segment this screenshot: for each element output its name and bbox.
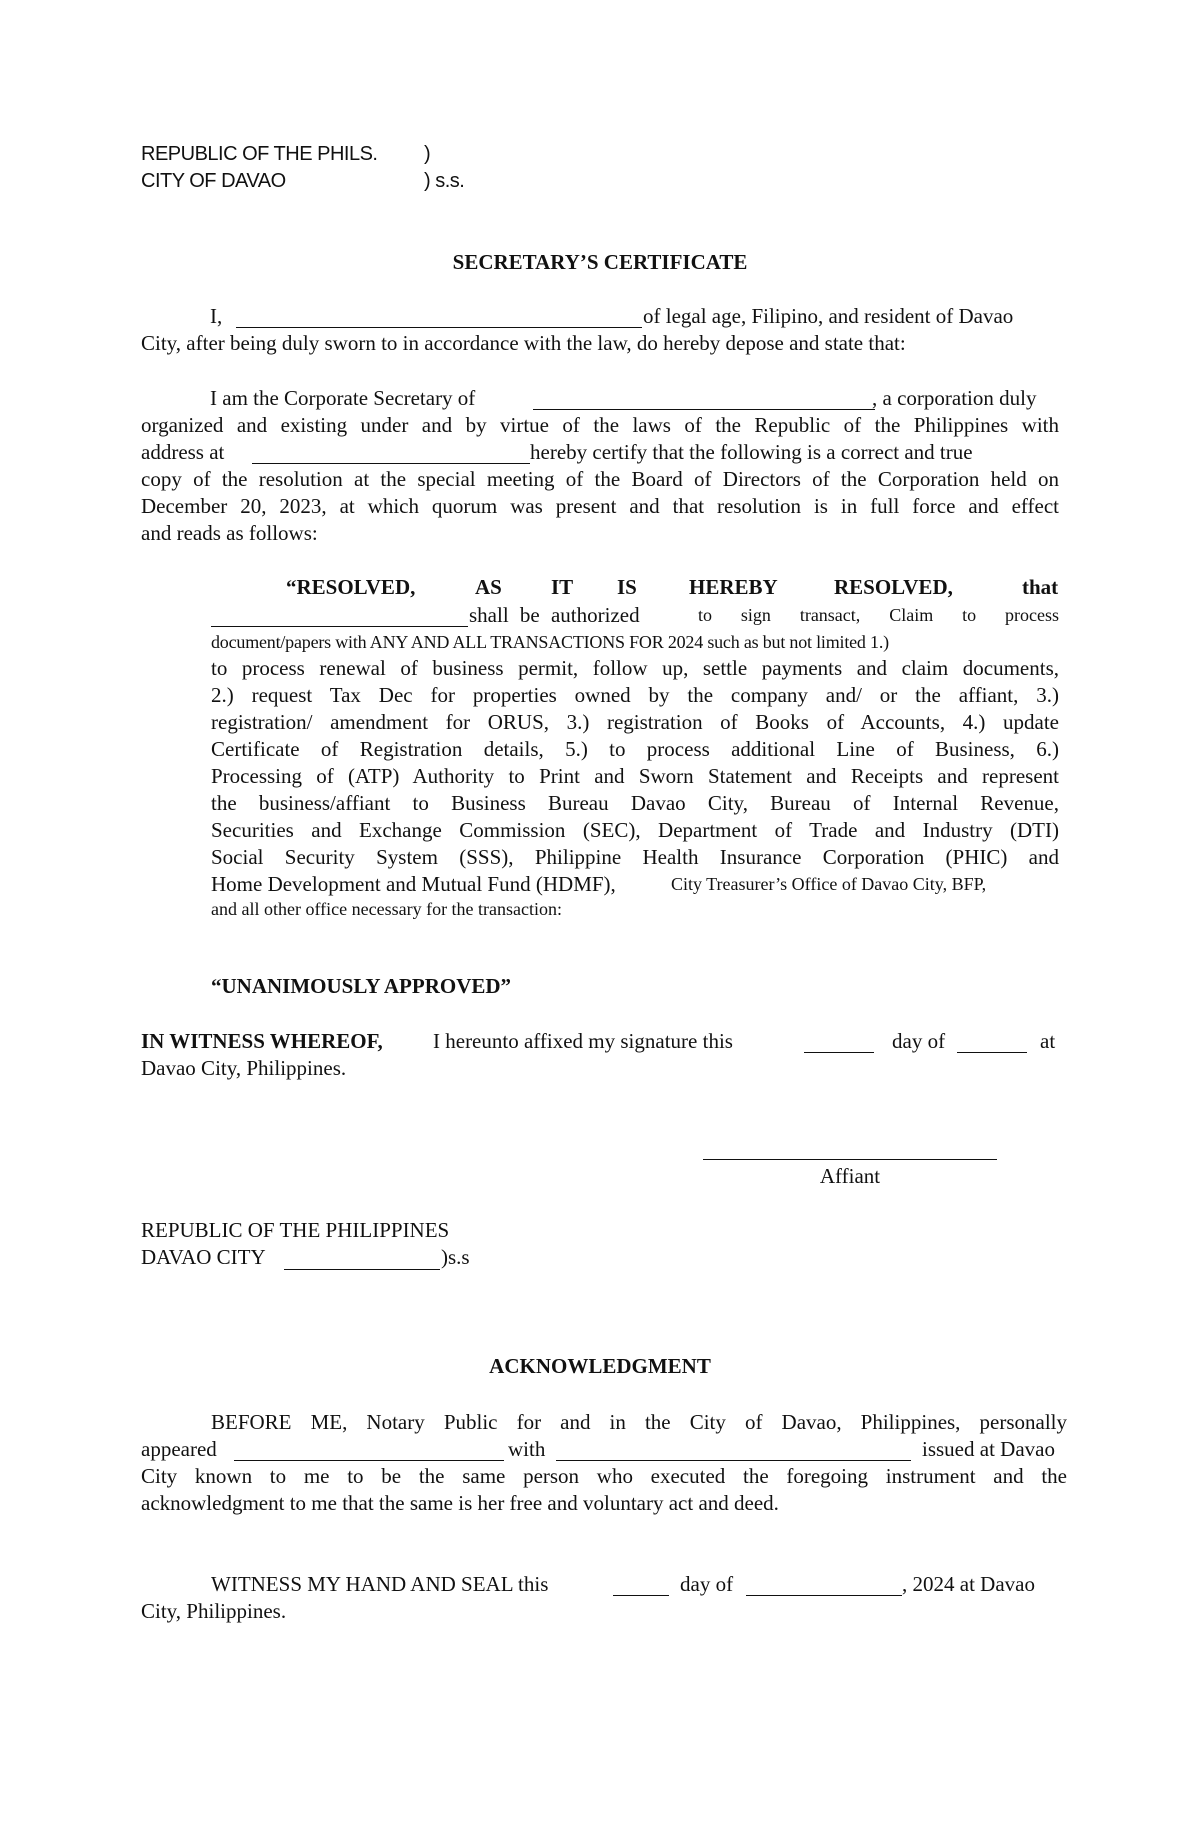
appeared-name-blank[interactable]: [234, 1459, 504, 1461]
resolved-word-3: IT: [551, 575, 574, 599]
witness-line1-a: I hereunto affixed my signature this: [433, 1029, 733, 1053]
certificate-title: SECRETARY’S CERTIFICATE: [452, 250, 748, 274]
venue2-blank[interactable]: [284, 1268, 440, 1270]
month-blank[interactable]: [957, 1051, 1027, 1053]
witness-whereof-bold: IN WITNESS WHEREOF,: [141, 1029, 383, 1053]
ack-line4: acknowledgment to me that the same is her free and voluntary act and deed.: [141, 1491, 779, 1515]
resolution-line8: Processing of (ATP) Authority to Print and Sworn Statement and Receipts and represent: [211, 764, 1059, 788]
resolution-line11: Social Security System (SSS), Philippine Health Insurance Corporation (PHIC) and: [211, 845, 1059, 869]
resolved-word-5: HEREBY: [689, 575, 778, 599]
para2-line3-end: hereby certify that the following is a correct and true: [530, 440, 973, 464]
resolved-word-1: “RESOLVED,: [286, 575, 416, 599]
para2-line6: and reads as follows:: [141, 521, 318, 545]
seal-line1-c: , 2024 at Davao: [902, 1572, 1035, 1596]
resolution-line2-end: to sign transact, Claim to process: [698, 605, 1059, 625]
resolution-line12-start: Home Development and Mutual Fund (HDMF),: [211, 872, 616, 896]
venue2-line2-end: )s.s: [441, 1245, 470, 1269]
id-blank[interactable]: [556, 1459, 911, 1461]
para2-line2: organized and existing under and by virtue of the laws of the Republic of the Philippines with: [141, 413, 1059, 437]
resolution-line3: document/papers with ANY AND ALL TRANSACTIONS FOR 2024 such as but not limited 1.): [211, 632, 889, 652]
acknowledgment-title: ACKNOWLEDGMENT: [489, 1354, 711, 1378]
resolution-line9: the business/affiant to Business Bureau Davao City, Bureau of Internal Revenue,: [211, 791, 1059, 815]
para2-line4: copy of the resolution at the special meeting of the Board of Directors of the Corporation held on: [141, 467, 1059, 491]
venue2-line1: REPUBLIC OF THE PHILIPPINES: [141, 1218, 450, 1242]
ack-line2-a: appeared: [141, 1437, 217, 1461]
witness-line1-c: at: [1040, 1029, 1056, 1053]
ack-line2-c: issued at Davao: [922, 1437, 1055, 1461]
para1-line2: City, after being duly sworn to in accordance with the law, do hereby depose and state that:: [141, 331, 906, 355]
para2-line1-end: , a corporation duly: [872, 386, 1037, 410]
seal-line2: City, Philippines.: [141, 1599, 287, 1623]
ack-line1: BEFORE ME, Notary Public for and in the City of Davao, Philippines, personally: [211, 1410, 1067, 1434]
para1-line1-end: of legal age, Filipino, and resident of Davao: [643, 304, 1014, 328]
seal-day-blank[interactable]: [613, 1594, 669, 1596]
ack-line2-b: with: [508, 1437, 546, 1461]
resolved-word-2: AS: [475, 575, 502, 599]
affiant-label: Affiant: [819, 1164, 881, 1188]
venue2-line2-start: DAVAO CITY: [141, 1245, 266, 1269]
seal-month-blank[interactable]: [746, 1594, 902, 1596]
corporation-blank[interactable]: [533, 408, 875, 410]
resolution-line10: Securities and Exchange Commission (SEC), Department of Trade and Industry (DTI): [211, 818, 1059, 842]
seal-line1-b: day of: [680, 1572, 734, 1596]
resolution-line12-end: City Treasurer’s Office of Davao City, BFP,: [671, 874, 987, 894]
name-blank[interactable]: [236, 326, 642, 328]
affiant-signature-line[interactable]: [703, 1158, 997, 1160]
para2-line5: December 20, 2023, at which quorum was present and that resolution is in full force and effect: [141, 494, 1059, 518]
resolution-line6: registration/ amendment for ORUS, 3.) registration of Books of Accounts, 4.) update: [211, 710, 1059, 734]
witness-line2: Davao City, Philippines.: [141, 1056, 347, 1080]
resolution-line7: Certificate of Registration details, 5.) to process additional Line of Business, 6.): [211, 737, 1059, 761]
venue-paren-2: ) s.s.: [424, 170, 465, 192]
authorized-person-blank[interactable]: [211, 625, 468, 627]
resolved-word-7: that: [1022, 575, 1059, 599]
address-blank[interactable]: [252, 462, 530, 464]
ack-line3: City known to me to be the same person who executed the foregoing instrument and the: [141, 1464, 1067, 1488]
seal-line1-a: WITNESS MY HAND AND SEAL this: [211, 1572, 549, 1596]
resolution-line2-start: shall be authorized: [469, 603, 640, 627]
witness-line1-b: day of: [892, 1029, 946, 1053]
resolution-line4: to process renewal of business permit, follow up, settle payments and claim documents,: [211, 656, 1059, 680]
para1-line1-start: I,: [210, 304, 223, 328]
unanimously-approved: “UNANIMOUSLY APPROVED”: [211, 974, 512, 998]
resolution-line5: 2.) request Tax Dec for properties owned by the company and/ or the affiant, 3.): [211, 683, 1059, 707]
venue-line-2: CITY OF DAVAO: [141, 170, 286, 192]
venue-paren-1: ): [424, 143, 431, 165]
resolution-line13: and all other office necessary for the transaction:: [211, 899, 563, 919]
resolved-word-6: RESOLVED,: [834, 575, 953, 599]
venue-line-1: REPUBLIC OF THE PHILS.: [141, 143, 378, 165]
resolved-word-4: IS: [617, 575, 637, 599]
day-blank[interactable]: [804, 1051, 874, 1053]
para2-line1-start: I am the Corporate Secretary of: [210, 386, 476, 410]
para2-line3-start: address at: [141, 440, 225, 464]
